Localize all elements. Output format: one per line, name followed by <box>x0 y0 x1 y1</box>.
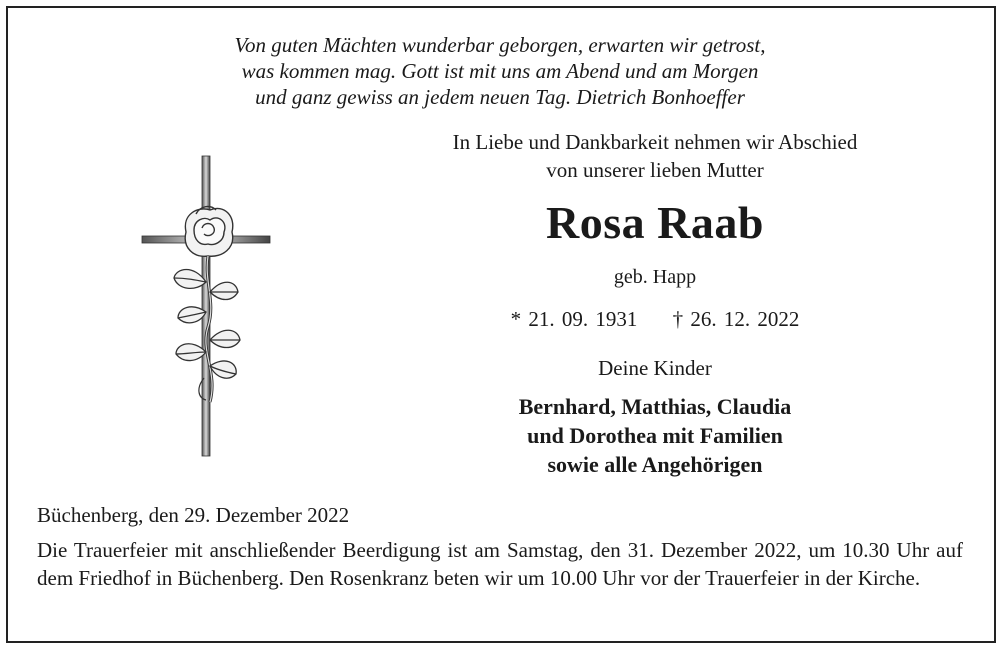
farewell-intro <box>405 128 905 184</box>
funeral-service-info: Die Trauerfeier mit anschließender Beerdigung ist am Samstag, den 31. Dezember 2022, um 10.30 Uhr auf dem Friedhof in Büchenberg. Den Rosenkranz beten wir um 10.00 Uhr vor der Trauerfeier in der Kirche. <box>37 538 963 590</box>
mourners-intro: Deine Kinder <box>598 356 712 380</box>
quote-line-2: was kommen mag. Gott ist mit uns am Abend und am Morgen <box>241 59 759 83</box>
mourners-line-3: sowie alle Angehörigen <box>547 452 763 477</box>
quote-line-1: Von guten Mächten wunderbar geborgen, erwarten wir getrost, <box>234 33 766 57</box>
death-date: † 26. 12. 2022 <box>672 307 800 331</box>
deceased-name: Rosa Raab <box>546 197 764 248</box>
maiden-name: geb. Happ <box>613 266 697 288</box>
intro-line-2: von unserer lieben Mutter <box>546 158 764 182</box>
bonhoeffer-quote <box>0 32 1000 110</box>
quote-line-3: und ganz gewiss an jedem neuen Tag. Dietrich Bonhoeffer <box>255 85 745 109</box>
mourners-line-2: und Dorothea mit Familien <box>527 423 783 448</box>
mourners-list <box>405 392 905 479</box>
cross-with-rose-icon <box>138 152 274 462</box>
birth-date: * 21. 09. 1931 <box>510 307 638 331</box>
mourners-line-1: Bernhard, Matthias, Claudia <box>518 394 792 419</box>
life-dates <box>405 307 905 332</box>
place-and-date: Büchenberg, den 29. Dezember 2022 <box>37 503 350 527</box>
intro-line-1: In Liebe und Dankbarkeit nehmen wir Abschied <box>452 130 858 154</box>
